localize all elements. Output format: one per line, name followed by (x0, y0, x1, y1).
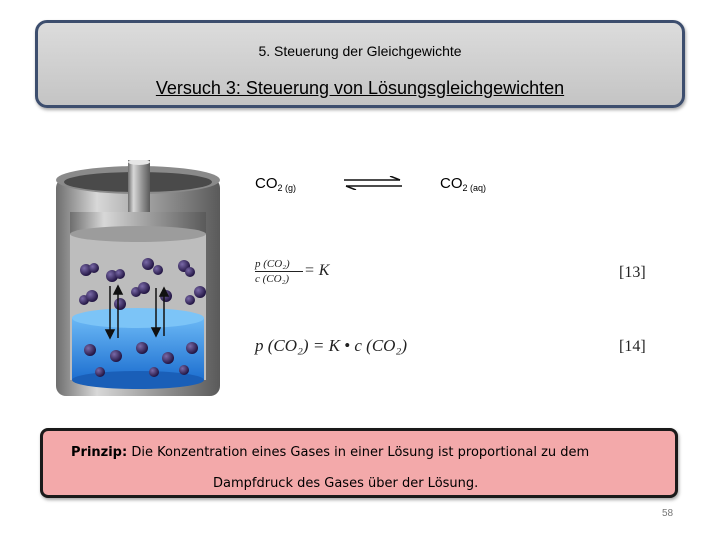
equation-14: p (CO₂) = K • c (CO₂) (255, 336, 408, 355)
product-subscript: 2 (aq) (462, 183, 487, 193)
header-box (35, 20, 685, 108)
piston-cylinder-illustration (50, 160, 228, 400)
equation-14-number: [14] (619, 338, 646, 355)
equilibrium-arrows (342, 176, 404, 190)
fraction-denominator: c (CO₂) (255, 273, 290, 285)
principle-text-1: Die Konzentration eines Gases in einer Lösung ist proportional zu dem (131, 445, 590, 460)
slide-title: Versuch 3: Steuerung von Lösungsgleichgewichten (155, 78, 565, 98)
page-number: 58 (662, 508, 674, 519)
reactant-species: CO (255, 175, 278, 192)
reaction-left (255, 175, 296, 193)
equation-13-rhs: = K (304, 262, 330, 279)
product-species: CO (440, 175, 463, 192)
reactant-subscript: 2 (g) (277, 183, 297, 193)
chapter-title: 5. Steuerung der Gleichgewichte (258, 43, 462, 59)
equation-13-fraction (255, 258, 303, 285)
fraction-numerator: p (CO₂) (255, 258, 303, 272)
principle-label: Prinzip: (71, 445, 128, 460)
principle-text-2: Dampfdruck des Gases über der Lösung. (213, 476, 479, 491)
principle-box (40, 428, 678, 498)
reaction-right (440, 175, 486, 193)
principle-line-1 (71, 445, 589, 460)
equation-13-number: [13] (619, 264, 646, 281)
